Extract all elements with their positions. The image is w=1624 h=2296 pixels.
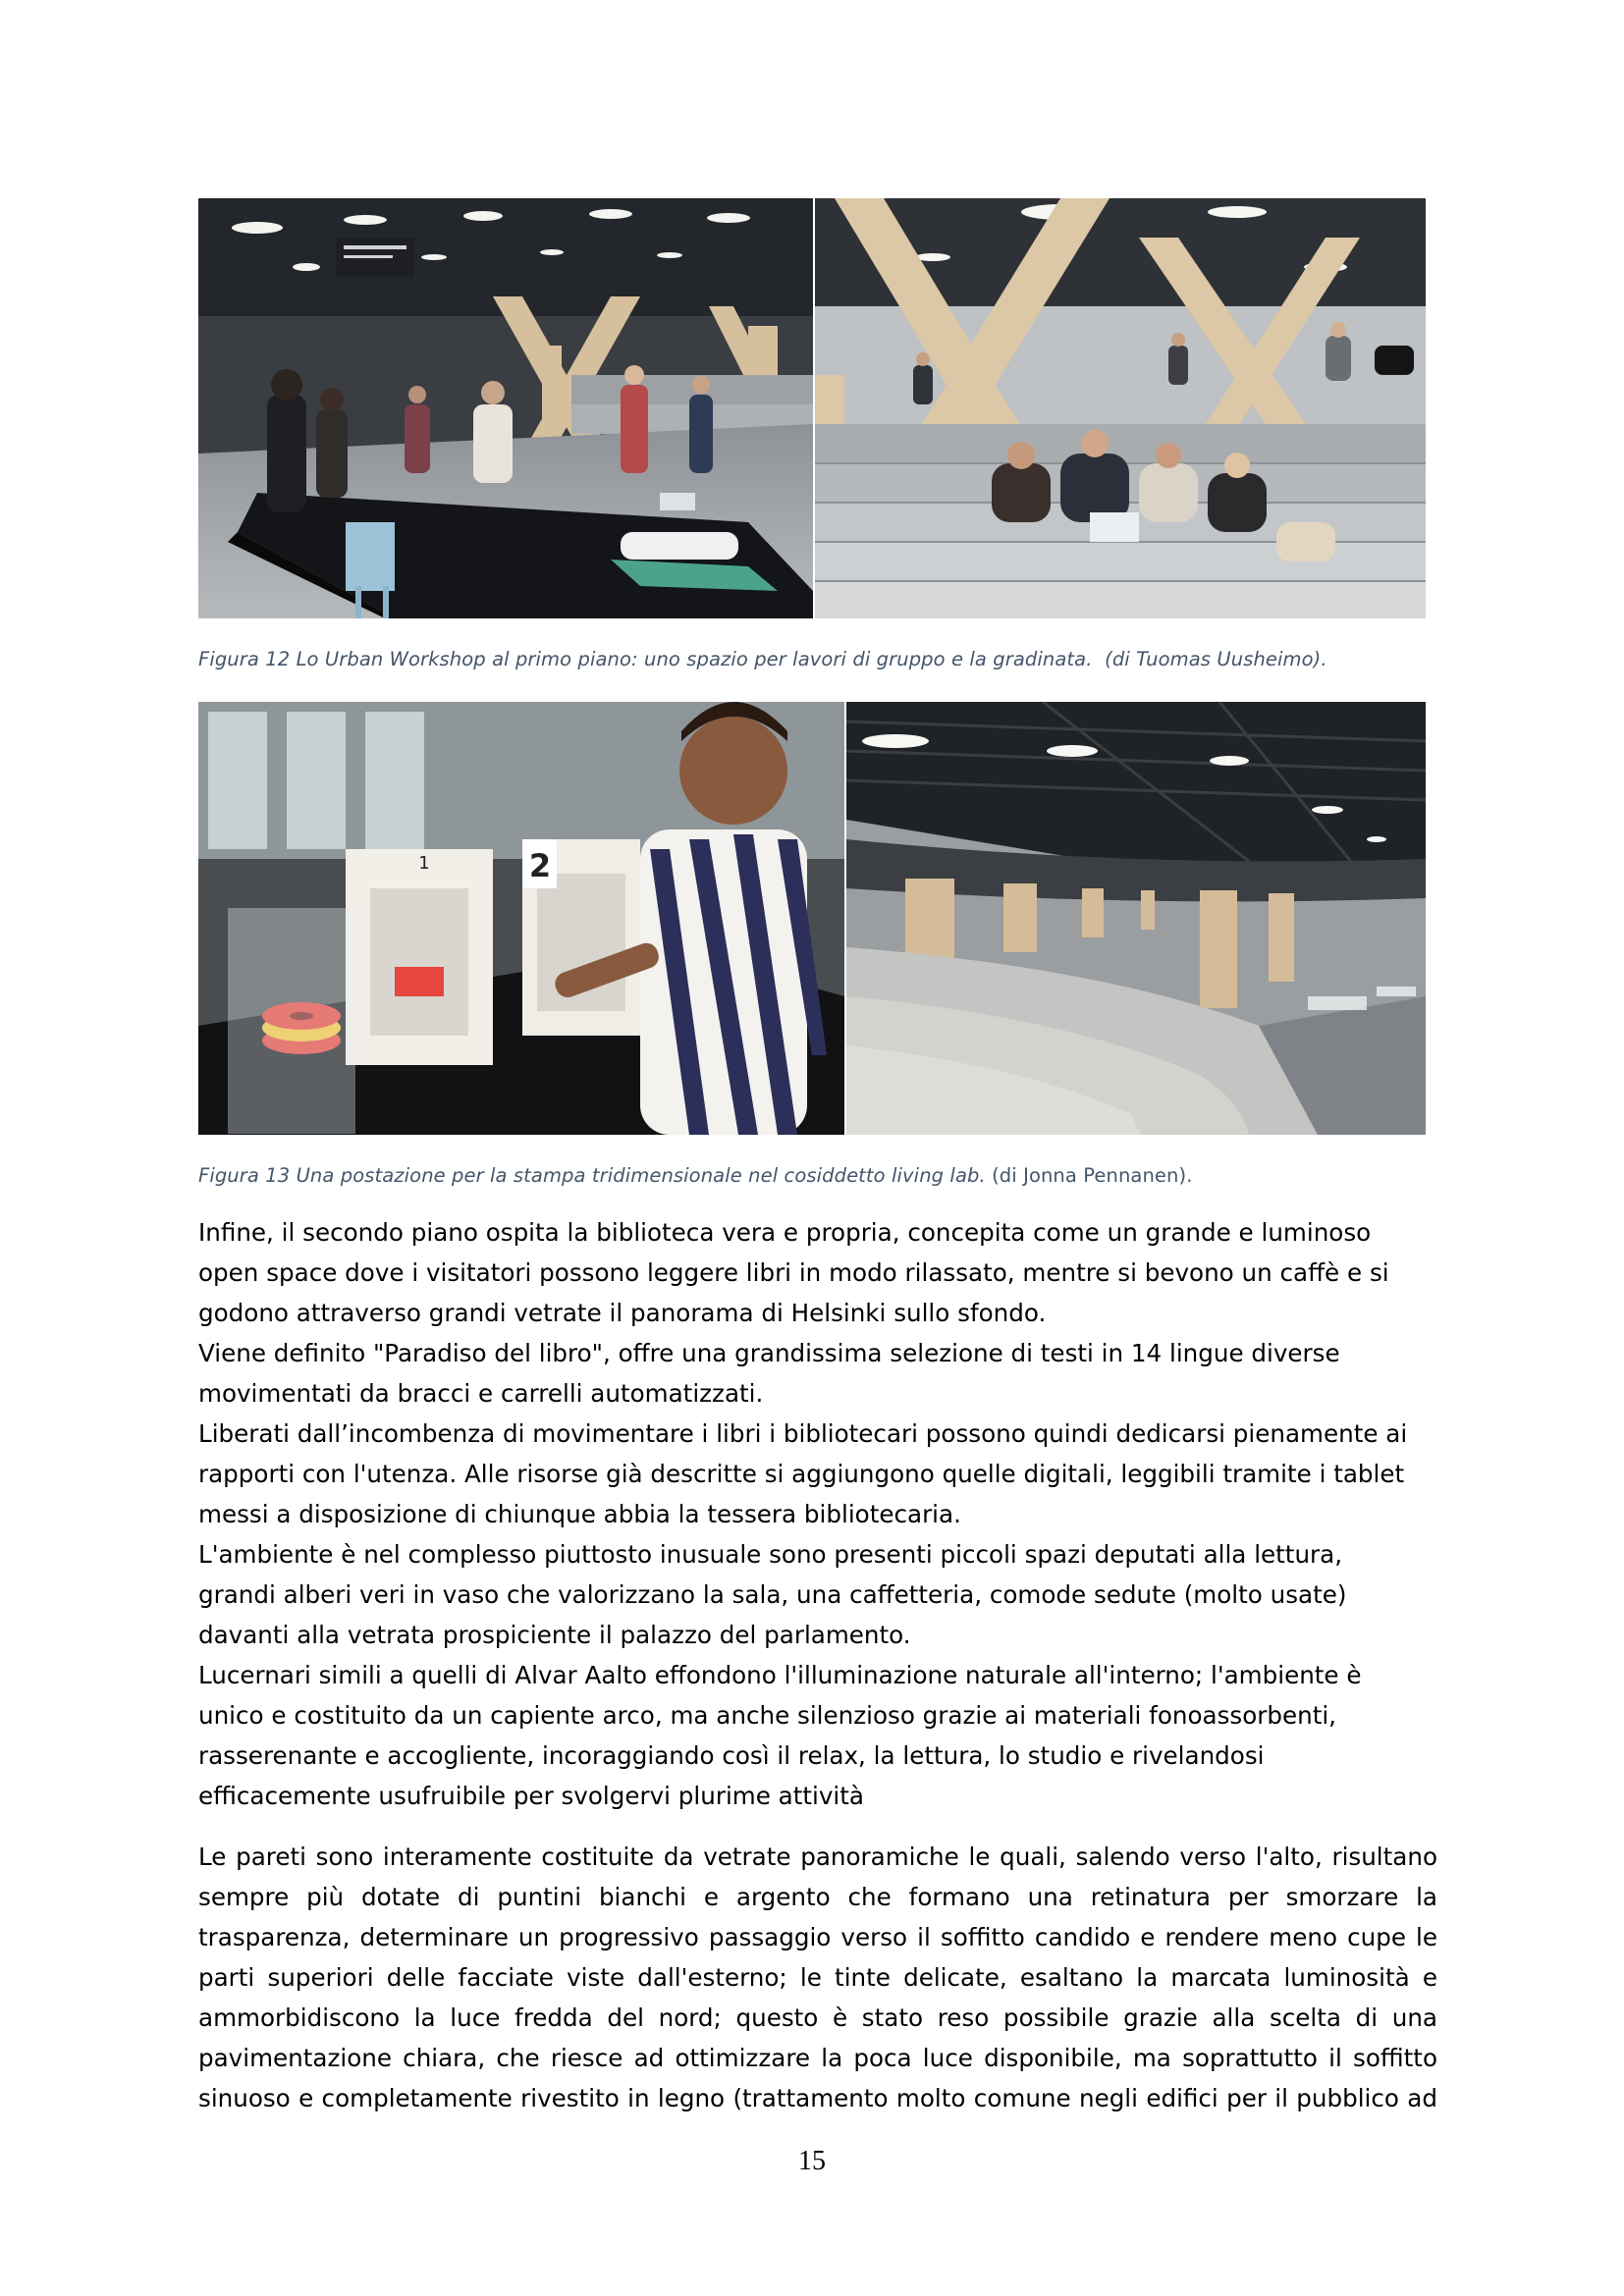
paragraph-1-line: Lucernari simili a quelli di Alvar Aalto effondono l'illuminazione naturale all'interno; l'ambiente è (198, 1661, 1362, 1689)
paragraph-1-line: davanti alla vetrata prospiciente il palazzo del parlamento. (198, 1621, 911, 1649)
paragraph-2-line: parti superiori delle facciate viste dall'esterno; le tinte delicate, esaltano la marcata luminosità e (198, 1963, 1437, 1992)
svg-text:2: 2 (528, 847, 552, 884)
paragraph-1-line: open space dove i visitatori possono leggere libri in modo rilassato, mentre si bevono un caffè e si (198, 1258, 1389, 1287)
svg-text:1: 1 (418, 853, 430, 874)
paragraph-2-line: sinuoso e completamente rivestito in legno (trattamento molto comune negli edifici per il pubblico ad (198, 2084, 1437, 2112)
figure-12-credit: (di Tuomas Uusheimo). (1105, 648, 1327, 670)
stampa-3d-photo (198, 702, 844, 1135)
paragraph-1-line: grandi alberi veri in vaso che valorizzano la sala, una caffetteria, comode sedute (molto usate) (198, 1580, 1347, 1609)
page-number: 15 (798, 2146, 826, 2176)
figure-13-credit: (di Jonna Pennanen). (992, 1164, 1193, 1187)
figure-12-caption (198, 648, 1327, 670)
figure-12-text: Lo Urban Workshop al primo piano: uno spazio per lavori di gruppo e la gradinata. (296, 648, 1093, 670)
paragraph-1-line: rasserenante e accogliente, incoraggiando così il relax, la lettura, lo studio e rivelandosi (198, 1741, 1265, 1770)
body-paragraph-2 (198, 1837, 1437, 2118)
photo-icon (198, 702, 844, 1135)
paragraph-2-line: ammorbidiscono la luce fredda del nord; questo è stato reso possibile grazie alla scelta di una (198, 2003, 1437, 2032)
figure-13-label: Figura 13 (198, 1164, 291, 1187)
urban-workshop-photo (198, 198, 813, 618)
paragraph-1-line: godono attraverso grandi vetrate il panorama di Helsinki sullo sfondo. (198, 1299, 1047, 1327)
paragraph-2-line: pavimentazione chiara, che riesce ad ottimizzare la poca luce disponibile, ma soprattutto il soffitto (198, 2044, 1437, 2072)
paragraph-1-line: L'ambiente è nel complesso piuttosto inusuale sono presenti piccoli spazi deputati alla lettura, (198, 1540, 1343, 1569)
paragraph-1-line: rapporti con l'utenza. Alle risorse già descritte si aggiungono quelle digitali, leggibili tramite i tablet (198, 1460, 1405, 1488)
corridoio-photo (846, 702, 1426, 1135)
paragraph-2-line: sempre più dotate di puntini bianchi e argento che formano una retinatura per smorzare la (198, 1883, 1437, 1911)
paragraph-1-line: unico e costituito da un capiente arco, ma anche silenzioso grazie ai materiali fonoassorbenti, (198, 1701, 1337, 1730)
paragraph-2-line: trasparenza, determinare un progressivo passaggio verso il soffitto candido e rendere meno cupe le (198, 1923, 1437, 1951)
body-paragraph-1 (198, 1212, 1437, 1816)
photo-icon (846, 702, 1426, 1135)
figure-12-label: Figura 12 (198, 648, 291, 670)
photo-icon (815, 198, 1426, 618)
paragraph-1-line: Infine, il secondo piano ospita la biblioteca vera e propria, concepita come un grande e luminoso (198, 1218, 1372, 1247)
paragraph-1-line: Viene definito "Paradiso del libro", offre una grandissima selezione di testi in 14 lingue diverse (198, 1339, 1340, 1367)
paragraph-1-line: efficacemente usufruibile per svolgervi plurime attività (198, 1782, 864, 1810)
photo-icon (198, 198, 813, 618)
paragraph-1-line: Liberati dall’incombenza di movimentare i libri i bibliotecari possono quindi dedicarsi pienamente ai (198, 1419, 1408, 1448)
figure-13-caption (198, 1164, 1193, 1187)
gradinata-photo (815, 198, 1426, 618)
paragraph-1-line: messi a disposizione di chiunque abbia la tessera bibliotecaria. (198, 1500, 961, 1528)
paragraph-1-line: movimentati da bracci e carrelli automatizzati. (198, 1379, 764, 1408)
figure-13-text: Una postazione per la stampa tridimensionale nel cosiddetto living lab. (296, 1164, 986, 1187)
paragraph-2-line: Le pareti sono interamente costituite da vetrate panoramiche le quali, salendo verso l'alto, risultano (198, 1842, 1437, 1871)
